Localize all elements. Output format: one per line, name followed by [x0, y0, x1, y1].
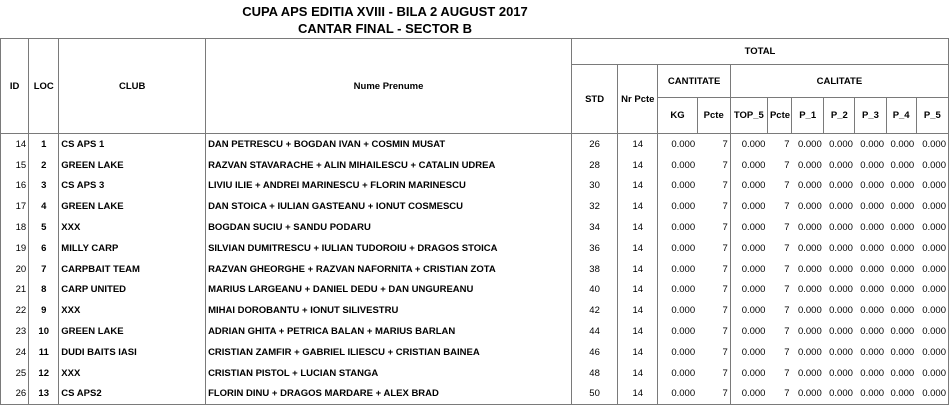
cell-pcte: 7: [722, 284, 728, 296]
cell-loc: 5: [29, 217, 59, 238]
cell-top5: 0.000: [730, 217, 767, 238]
cell-p4: 0.000: [890, 305, 915, 317]
cell-p3: 0.000: [860, 180, 885, 192]
cell-p5: 0.000: [916, 342, 948, 363]
cell-p2: 0.000: [829, 242, 853, 254]
cell-pcte-calitate: 7: [784, 159, 790, 171]
cell-p2: 0.000: [829, 284, 853, 296]
cell-nr-pcte: 14: [618, 259, 658, 280]
cell-p5: 0.000: [916, 155, 948, 176]
cell-id: 20: [1, 259, 29, 280]
cell-pcte-calitate: 7: [784, 222, 790, 234]
cell-p5: 0.000: [916, 134, 948, 155]
cell-top5: 0.000: [730, 134, 767, 155]
cell-id: 26: [1, 384, 29, 405]
cell-name: CRISTIAN ZAMFIR + GABRIEL ILIESCU + CRISTIAN BAINEA: [206, 342, 572, 363]
cell-p5: 0.000: [916, 280, 948, 301]
cell-p4: 0.000: [890, 138, 915, 150]
cell-club: GREEN LAKE: [59, 196, 206, 217]
cell-p3: 0.000: [860, 284, 885, 296]
cell-p4: 0.000: [890, 159, 915, 171]
col-p1: P_1: [792, 98, 824, 134]
cell-std: 48: [571, 363, 617, 384]
cell-top5: 0.000: [730, 321, 767, 342]
cell-top5: 0.000: [730, 155, 767, 176]
cell-std: 42: [571, 300, 617, 321]
cell-pcte: 7: [722, 326, 728, 338]
cell-p2: 0.000: [829, 367, 853, 379]
cell-p1: 0.000: [797, 242, 822, 254]
cell-name: RAZVAN STAVARACHE + ALIN MIHAILESCU + CATALIN UDREA: [206, 155, 572, 176]
cell-std: 38: [571, 259, 617, 280]
cell-id: 22: [1, 300, 29, 321]
cell-p3: 0.000: [860, 242, 885, 254]
cell-p2: 0.000: [829, 263, 853, 275]
cell-pcte: 7: [722, 367, 728, 379]
cell-pcte-calitate: 7: [784, 138, 790, 150]
cell-kg: 0.000: [658, 321, 697, 342]
col-p2: P_2: [824, 98, 855, 134]
cell-pcte: 7: [722, 305, 728, 317]
cell-p1: 0.000: [797, 138, 822, 150]
cell-loc: 1: [29, 134, 59, 155]
results-body: [1, 134, 949, 405]
cell-nr-pcte: 14: [618, 238, 658, 259]
cell-club: MILLY CARP: [59, 238, 206, 259]
cell-p5: 0.000: [916, 217, 948, 238]
table-row: [1, 259, 949, 280]
col-pcte-calitate: Pcte: [767, 98, 791, 134]
col-p5: P_5: [916, 98, 948, 134]
cell-id: 21: [1, 280, 29, 301]
cell-loc: 7: [29, 259, 59, 280]
table-row: [1, 342, 949, 363]
cell-pcte: 7: [722, 346, 728, 358]
cell-loc: 4: [29, 196, 59, 217]
cell-nr-pcte: 14: [618, 217, 658, 238]
cell-nr-pcte: 14: [618, 134, 658, 155]
cell-name: CRISTIAN PISTOL + LUCIAN STANGA: [206, 363, 572, 384]
table-row: [1, 176, 949, 197]
sheet-title: CUPA APS EDITIA XVIII - BILA 2 AUGUST 2017: [242, 4, 528, 19]
cell-pcte-calitate: 7: [784, 242, 790, 254]
cell-pcte: 7: [722, 222, 728, 234]
cell-id: 19: [1, 238, 29, 259]
cell-kg: 0.000: [658, 134, 697, 155]
cell-p1: 0.000: [797, 201, 822, 213]
table-row: [1, 134, 949, 155]
cell-kg: 0.000: [658, 238, 697, 259]
cell-nr-pcte: 14: [618, 196, 658, 217]
cell-kg: 0.000: [658, 300, 697, 321]
cell-id: 24: [1, 342, 29, 363]
cell-pcte: 7: [722, 242, 728, 254]
cell-p2: 0.000: [824, 384, 855, 405]
cell-p4: 0.000: [890, 180, 915, 192]
cell-top5: 0.000: [730, 238, 767, 259]
cell-p4: 0.000: [890, 326, 915, 338]
cell-club: CS APS 3: [59, 176, 206, 197]
cell-p4: 0.000: [890, 201, 915, 213]
cell-name: DAN PETRESCU + BOGDAN IVAN + COSMIN MUSAT: [206, 134, 572, 155]
sheet-subtitle: CANTAR FINAL - SECTOR B: [297, 21, 473, 36]
cell-p4: 0.000: [890, 346, 915, 358]
col-id: ID: [1, 39, 29, 134]
cell-club: CS APS2: [59, 384, 206, 405]
cell-p3: 0.000: [860, 159, 885, 171]
table-row: [1, 155, 949, 176]
cell-p4: 0.000: [890, 263, 915, 275]
col-pcte: Pcte: [697, 98, 730, 134]
results-table: [0, 38, 949, 405]
cell-loc: 9: [29, 300, 59, 321]
cell-p1: 0.000: [792, 384, 824, 405]
cell-p5: 0.000: [916, 259, 948, 280]
cell-pcte: 7: [722, 180, 728, 192]
cell-name: FLORIN DINU + DRAGOS MARDARE + ALEX BRAD: [206, 384, 572, 405]
cell-club: XXX: [59, 363, 206, 384]
cell-p5: 0.000: [916, 321, 948, 342]
cell-p4: 0.000: [890, 242, 915, 254]
cell-loc: 8: [29, 280, 59, 301]
cell-top5: 0.000: [730, 363, 767, 384]
cell-kg: 0.000: [658, 342, 697, 363]
cell-nr-pcte: 14: [618, 300, 658, 321]
table-row: [1, 196, 949, 217]
cell-loc: 6: [29, 238, 59, 259]
cell-p2: 0.000: [829, 222, 853, 234]
cell-std: 32: [571, 196, 617, 217]
cell-std: 40: [571, 280, 617, 301]
cell-pcte-calitate: 7: [784, 367, 790, 379]
cell-p3: 0.000: [860, 138, 885, 150]
cell-nr-pcte: 14: [618, 363, 658, 384]
cell-p4: 0.000: [886, 384, 916, 405]
cell-p4: 0.000: [890, 284, 915, 296]
col-std: STD: [571, 65, 617, 134]
cell-p2: 0.000: [829, 346, 853, 358]
cell-name: BOGDAN SUCIU + SANDU PODARU: [206, 217, 572, 238]
cell-loc: 12: [29, 363, 59, 384]
cell-p2: 0.000: [829, 326, 853, 338]
cell-p1: 0.000: [797, 326, 822, 338]
cell-id: 15: [1, 155, 29, 176]
cell-p5: 0.000: [916, 384, 948, 405]
col-kg: KG: [658, 98, 697, 134]
table-row: [1, 384, 949, 405]
cell-loc: 13: [29, 384, 59, 405]
cell-id: 18: [1, 217, 29, 238]
cell-std: 28: [571, 155, 617, 176]
cell-top5: 0.000: [730, 384, 767, 405]
cell-p5: 0.000: [916, 196, 948, 217]
cell-kg: 0.000: [658, 217, 697, 238]
cell-nr-pcte: 14: [618, 176, 658, 197]
cell-p1: 0.000: [797, 263, 822, 275]
cell-p3: 0.000: [860, 263, 885, 275]
cell-pcte-calitate: 7: [767, 384, 791, 405]
cell-top5: 0.000: [730, 196, 767, 217]
cell-top5: 0.000: [730, 280, 767, 301]
cell-std: 26: [571, 134, 617, 155]
cell-p2: 0.000: [829, 138, 853, 150]
col-p4: P_4: [886, 98, 916, 134]
col-top5: TOP_5: [730, 98, 767, 134]
cell-p2: 0.000: [829, 201, 853, 213]
cell-nr-pcte: 14: [618, 342, 658, 363]
cell-pcte: 7: [697, 384, 730, 405]
cell-pcte-calitate: 7: [784, 201, 790, 213]
table-row: [1, 321, 949, 342]
cell-pcte-calitate: 7: [784, 305, 790, 317]
cell-p4: 0.000: [890, 222, 915, 234]
cell-club: GREEN LAKE: [59, 155, 206, 176]
cell-std: 30: [571, 176, 617, 197]
cell-top5: 0.000: [730, 300, 767, 321]
table-row: [1, 363, 949, 384]
cell-loc: 10: [29, 321, 59, 342]
cell-kg: 0.000: [658, 155, 697, 176]
table-row: [1, 300, 949, 321]
cell-club: CARP UNITED: [59, 280, 206, 301]
cell-top5: 0.000: [730, 342, 767, 363]
cell-name: ADRIAN GHITA + PETRICA BALAN + MARIUS BARLAN: [206, 321, 572, 342]
cell-p5: 0.000: [916, 238, 948, 259]
cell-kg: 0.000: [658, 176, 697, 197]
cell-p5: 0.000: [916, 300, 948, 321]
cell-pcte: 7: [722, 159, 728, 171]
col-total: TOTAL: [571, 39, 948, 65]
cell-club: DUDI BAITS IASI: [59, 342, 206, 363]
cell-pcte: 7: [722, 201, 728, 213]
cell-name: DAN STOICA + IULIAN GASTEANU + IONUT COSMESCU: [206, 196, 572, 217]
cell-p1: 0.000: [797, 284, 822, 296]
cell-name: SILVIAN DUMITRESCU + IULIAN TUDOROIU + DRAGOS STOICA: [206, 238, 572, 259]
cell-nr-pcte: 14: [618, 384, 658, 405]
cell-p2: 0.000: [829, 159, 853, 171]
cell-id: 14: [1, 134, 29, 155]
cell-kg: 0.000: [658, 280, 697, 301]
cell-p3: 0.000: [860, 346, 885, 358]
cell-loc: 2: [29, 155, 59, 176]
cell-p3: 0.000: [860, 326, 885, 338]
cell-name: MIHAI DOROBANTU + IONUT SILIVESTRU: [206, 300, 572, 321]
cell-p2: 0.000: [829, 180, 853, 192]
cell-id: 25: [1, 363, 29, 384]
cell-p1: 0.000: [797, 346, 822, 358]
cell-std: 34: [571, 217, 617, 238]
cell-pcte-calitate: 7: [784, 180, 790, 192]
cell-pcte: 7: [722, 138, 728, 150]
cell-club: XXX: [59, 217, 206, 238]
cell-nr-pcte: 14: [618, 155, 658, 176]
cell-top5: 0.000: [730, 259, 767, 280]
cell-p5: 0.000: [916, 176, 948, 197]
table-row: [1, 280, 949, 301]
col-cantitate: CANTITATE: [658, 65, 730, 98]
table-row: [1, 238, 949, 259]
col-loc: LOC: [29, 39, 59, 134]
cell-pcte-calitate: 7: [784, 326, 790, 338]
col-p3: P_3: [855, 98, 886, 134]
cell-club: XXX: [59, 300, 206, 321]
cell-name: RAZVAN GHEORGHE + RAZVAN NAFORNITA + CRISTIAN ZOTA: [206, 259, 572, 280]
cell-name: LIVIU ILIE + ANDREI MARINESCU + FLORIN MARINESCU: [206, 176, 572, 197]
cell-p1: 0.000: [797, 222, 822, 234]
cell-p3: 0.000: [860, 367, 885, 379]
col-nr-pcte: Nr Pcte: [618, 65, 658, 134]
cell-std: 50: [571, 384, 617, 405]
cell-nr-pcte: 14: [618, 280, 658, 301]
cell-p3: 0.000: [860, 201, 885, 213]
cell-p1: 0.000: [797, 159, 822, 171]
cell-id: 16: [1, 176, 29, 197]
cell-p4: 0.000: [890, 367, 915, 379]
cell-club: CARPBAIT TEAM: [59, 259, 206, 280]
cell-nr-pcte: 14: [618, 321, 658, 342]
cell-p1: 0.000: [797, 305, 822, 317]
col-club: CLUB: [59, 39, 206, 134]
cell-id: 23: [1, 321, 29, 342]
cell-pcte-calitate: 7: [784, 263, 790, 275]
cell-loc: 11: [29, 342, 59, 363]
cell-p2: 0.000: [829, 305, 853, 317]
cell-top5: 0.000: [730, 176, 767, 197]
cell-p3: 0.000: [855, 384, 886, 405]
cell-p5: 0.000: [916, 363, 948, 384]
cell-kg: 0.000: [658, 384, 697, 405]
col-calitate: CALITATE: [730, 65, 948, 98]
cell-std: 36: [571, 238, 617, 259]
cell-p3: 0.000: [860, 222, 885, 234]
cell-kg: 0.000: [658, 196, 697, 217]
cell-pcte: 7: [722, 263, 728, 275]
cell-p1: 0.000: [797, 367, 822, 379]
cell-club: GREEN LAKE: [59, 321, 206, 342]
col-name: Nume Prenume: [206, 39, 572, 134]
cell-p1: 0.000: [797, 180, 822, 192]
cell-std: 46: [571, 342, 617, 363]
table-row: [1, 217, 949, 238]
cell-club: CS APS 1: [59, 134, 206, 155]
cell-id: 17: [1, 196, 29, 217]
cell-kg: 0.000: [658, 363, 697, 384]
cell-name: MARIUS LARGEANU + DANIEL DEDU + DAN UNGUREANU: [206, 280, 572, 301]
cell-pcte-calitate: 7: [784, 346, 790, 358]
cell-std: 44: [571, 321, 617, 342]
cell-kg: 0.000: [658, 259, 697, 280]
cell-pcte-calitate: 7: [784, 284, 790, 296]
cell-loc: 3: [29, 176, 59, 197]
cell-p3: 0.000: [860, 305, 885, 317]
